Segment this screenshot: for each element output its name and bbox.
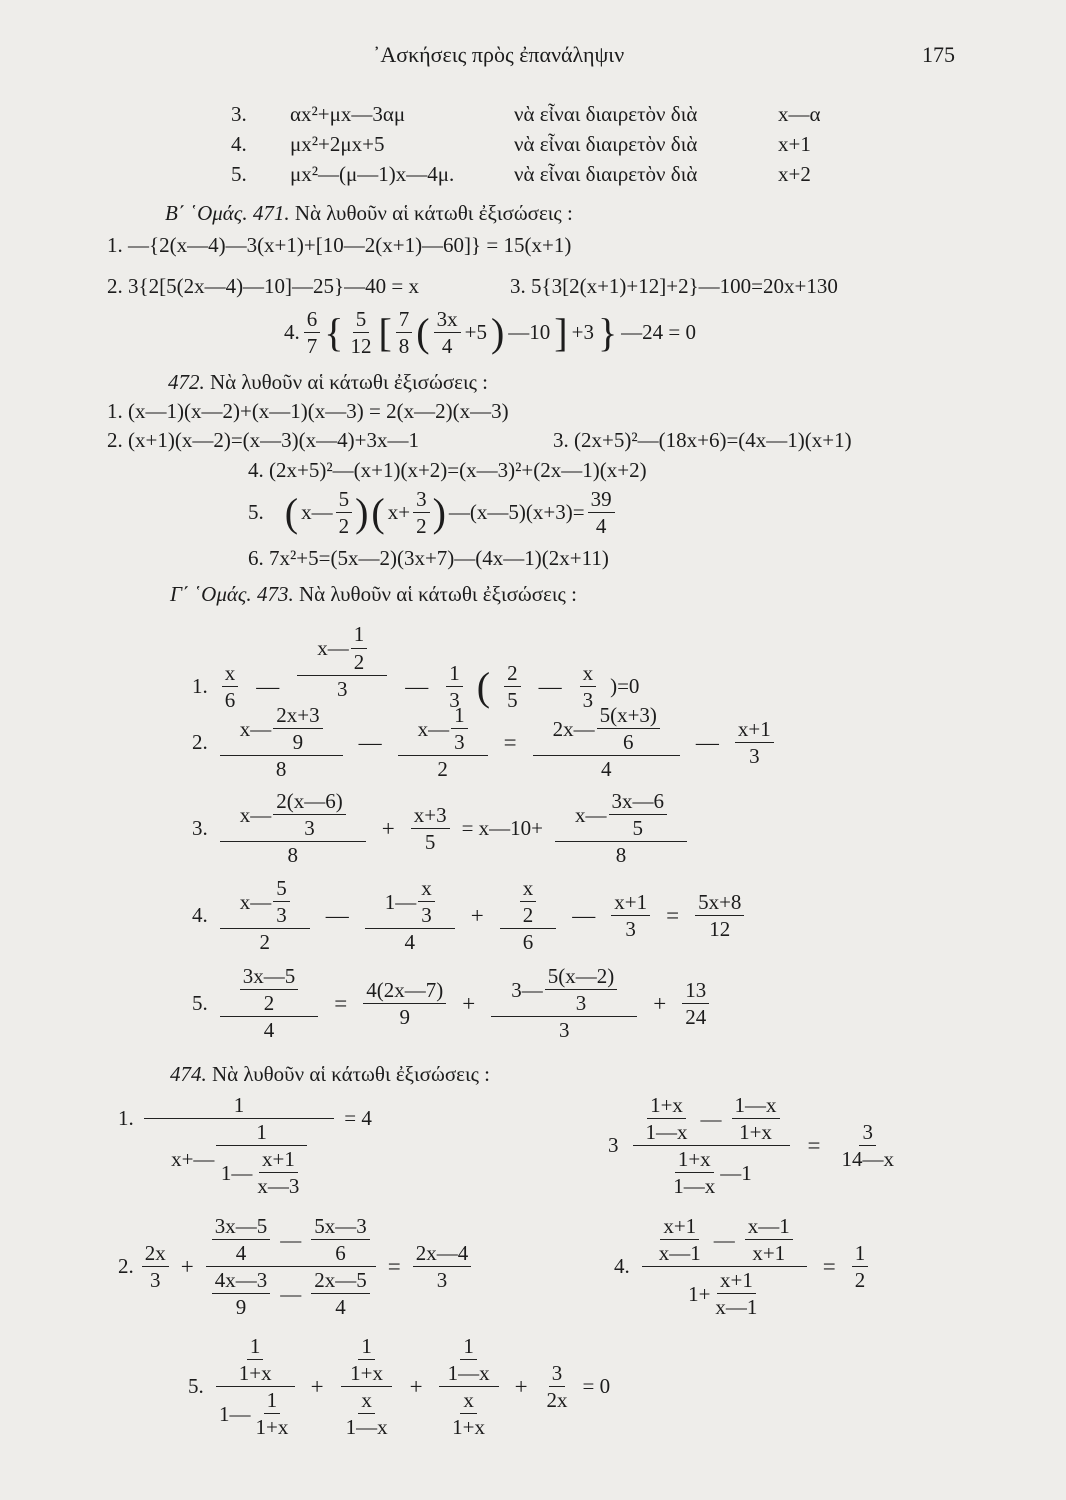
exercise-number-472: 472.	[168, 370, 205, 394]
divisibility-divisor-3: x—α	[778, 102, 821, 126]
equation-number: 4.	[614, 1254, 630, 1279]
divisibility-poly-5: μx²—(μ—1)x—4μ.	[290, 162, 455, 186]
equation-474-2	[118, 1215, 471, 1318]
equation-472-6: 6. 7x²+5=(5x—2)(3x+7)—(4x—1)(2x+11)	[248, 546, 609, 570]
equation-473-4	[192, 877, 744, 953]
equation-number: 4.	[192, 902, 208, 927]
divisibility-divisor-4: x+1	[778, 132, 811, 156]
operator: +	[381, 815, 395, 841]
equation-473-5	[192, 965, 709, 1041]
fraction: x— 2x+3 9 8	[220, 704, 343, 780]
operator: +	[409, 1374, 423, 1400]
fraction: x+1 3	[735, 718, 774, 767]
fraction: $\frac{5x+8}{12}$	[695, 891, 744, 940]
left-bracket: [	[378, 309, 392, 355]
equation-number: 5.	[192, 990, 208, 1015]
right-bracket: ]	[554, 309, 568, 355]
fraction: x— 3x—6 5 8	[555, 790, 687, 866]
fraction: 1+x 1—x — 1—x 1+x 1+x 1—x —1	[633, 1094, 790, 1197]
operator: +	[180, 1254, 194, 1280]
fraction: 1 3	[446, 662, 463, 711]
fraction: $\frac{3}{2}$	[413, 488, 430, 537]
operator: —	[256, 674, 280, 700]
fraction: x 3	[580, 662, 597, 711]
fraction: 3x 4	[434, 308, 461, 357]
fraction: $\frac{x+1}{3}$	[611, 891, 650, 940]
term: x+	[387, 500, 411, 525]
equation-473-3	[192, 790, 687, 866]
equals: =	[666, 902, 680, 928]
term: +5	[464, 320, 487, 345]
group-label-c: Γ΄ ῾Ομάς.	[170, 582, 252, 606]
term: = x—10+	[461, 815, 544, 840]
fraction: 5 12	[350, 307, 372, 359]
fraction: x+1 x—1 — x—1 x+1 1+ $\frac{x+1}{x—1}$	[642, 1215, 807, 1318]
fraction: x— 2(x—6) 3 8	[220, 790, 366, 866]
equation-number: 1.	[192, 674, 208, 699]
exercise-title-472: Νὰ λυθοῦν αἱ κάτωθι ἐξισώσεις :	[210, 370, 489, 394]
equals: =	[334, 990, 348, 1016]
fraction: $\frac{1}{2}$	[852, 1242, 869, 1291]
left-paren: (	[476, 663, 491, 709]
group-label-b: Β΄ ῾Ομάς.	[165, 201, 248, 225]
divisibility-text-5: νὰ εἶναι διαιρετὸν διὰ	[514, 162, 698, 186]
operator: +	[514, 1374, 528, 1400]
operator: —	[538, 674, 562, 700]
exercise-title-471: Νὰ λυθοῦν αἱ κάτωθι ἐξισώσεις :	[294, 201, 573, 225]
term: —(x—5)(x+3)=	[448, 500, 585, 525]
equation-471-3: 3. 5{3[2(x+1)+12]+2}—100=20x+130	[510, 274, 838, 298]
section-heading-473	[170, 584, 577, 605]
term: —10	[508, 320, 551, 345]
equals: =	[503, 729, 517, 755]
term: +3	[571, 320, 594, 345]
divisibility-text-3: νὰ εἶναι διαιρετὸν διὰ	[514, 102, 698, 126]
operator: —	[405, 674, 429, 700]
fraction: 3— 5(x—2) 3 3	[491, 965, 637, 1041]
divisibility-num-3: 3.	[231, 102, 247, 126]
right-brace: }	[597, 309, 618, 355]
exercise-number-474: 474.	[170, 1062, 207, 1086]
fraction: 6 7	[304, 308, 321, 357]
equation-number: 1.	[118, 1106, 134, 1130]
operator: —	[572, 902, 596, 928]
fraction: 7 8	[396, 308, 413, 357]
equals: =	[822, 1254, 836, 1280]
fraction: $\frac{3}{2x}$	[546, 1361, 568, 1413]
fraction: 2x— 5(x+3) 6 4	[533, 704, 680, 780]
fraction: $\frac{39}{4}$	[588, 488, 615, 537]
operator: +	[470, 902, 484, 928]
equation-number: 3	[608, 1133, 619, 1158]
fraction: 1 1—x x 1+x	[439, 1335, 499, 1438]
fraction: $\frac{13}{24}$	[682, 979, 709, 1028]
section-heading-472	[168, 372, 488, 393]
equation-472-4: 4. (2x+5)²—(x+1)(x+2)=(x—3)²+(2x—1)(x+2)	[248, 458, 647, 482]
term: x—	[301, 500, 333, 525]
equation-number: 2.	[118, 1254, 134, 1279]
equation-472-2: 2. (x+1)(x—2)=(x—3)(x—4)+3x—1	[107, 428, 419, 452]
left-brace: {	[324, 309, 344, 355]
fraction: 5 2	[336, 488, 353, 537]
equation-471-2: 2. 3{2[5(2x—4)—10]—25}—40 = x	[107, 274, 419, 298]
operator: —	[358, 729, 382, 755]
right-side: = 4	[344, 1106, 372, 1130]
right-paren: )	[355, 489, 369, 535]
operator: +	[462, 990, 476, 1016]
equation-474-5	[188, 1335, 610, 1438]
divisibility-divisor-5: x+2	[778, 162, 811, 186]
section-heading-471	[165, 203, 573, 224]
equation-number: 2.	[192, 729, 208, 754]
right-paren: )	[490, 309, 505, 355]
equation-474-3	[608, 1094, 897, 1197]
exercise-title-473: Νὰ λυθοῦν αἱ κάτωθι ἐξισώσεις :	[298, 582, 577, 606]
fraction: x— 5 3 2	[220, 877, 310, 953]
fraction: 1 1+x 1— 1 1+x	[216, 1335, 295, 1438]
divisibility-poly-3: αx²+μx—3αμ	[290, 102, 406, 126]
equation-471-4	[284, 308, 696, 357]
fraction: $\frac{2x—4}{3}$	[413, 1242, 472, 1291]
equation-number: 5.	[248, 500, 264, 525]
fraction: $\frac{4(2x—7)}{9}$	[363, 979, 446, 1028]
equation-474-4	[614, 1215, 868, 1318]
running-title: ᾽Ασκήσεις πρὸς ἐπανάληψιν	[373, 42, 625, 67]
term: —24 = 0	[621, 320, 696, 345]
equation-473-1	[192, 612, 639, 711]
fraction: $\frac{x+3}{5}$	[411, 804, 450, 853]
fraction: 2x 3	[142, 1242, 169, 1291]
divisibility-text-4: νὰ εἶναι διαιρετὸν διὰ	[514, 132, 698, 156]
exercise-number-471: 471.	[252, 201, 290, 225]
left-paren: (	[371, 489, 385, 535]
equation-474-1	[118, 1094, 372, 1197]
fraction: 3x—5 2 4	[220, 965, 319, 1041]
fraction: 2 5	[504, 662, 521, 711]
page-number: 175	[922, 42, 955, 67]
equation-473-2	[192, 704, 774, 780]
equation-472-5	[248, 488, 615, 537]
fraction: 1— x 3 4	[365, 877, 455, 953]
equation-472-1: 1. (x—1)(x—2)+(x—1)(x—3) = 2(x—2)(x—3)	[107, 399, 509, 423]
divisibility-num-4: 4.	[231, 132, 247, 156]
equation-number: 3.	[192, 815, 208, 840]
divisibility-poly-4: μx²+2μx+5	[290, 132, 385, 156]
fraction: 1 1+x x 1—x	[340, 1335, 394, 1438]
fraction: x— 1 2 3	[297, 623, 387, 699]
equals: =	[807, 1133, 821, 1159]
fraction: x 6	[222, 662, 239, 711]
equation-number: 5.	[188, 1374, 204, 1399]
operator: —	[695, 729, 719, 755]
fraction: 3x—5 4 — 5x—3 6 4x—3 9 — 2x—5 4	[206, 1215, 376, 1318]
exercise-title-474: Νὰ λυθοῦν αἱ κάτωθι ἐξισώσεις :	[212, 1062, 491, 1086]
equation-number: 4.	[284, 320, 300, 345]
operator: +	[310, 1374, 324, 1400]
equals: =	[387, 1254, 401, 1280]
operator: +	[653, 990, 667, 1016]
right-paren: )	[432, 489, 446, 535]
section-heading-474	[170, 1064, 490, 1085]
right-side: )=0	[610, 674, 640, 699]
divisibility-num-5: 5.	[231, 162, 247, 186]
equation-471-1: 1. —{2(x—4)—3(x+1)+[10—2(x+1)—60]} = 15(x+1)	[107, 233, 572, 257]
fraction: $\frac{3}{14—x}$	[841, 1120, 894, 1172]
left-paren: (	[416, 309, 430, 355]
fraction: 1 x+— 1 1— x+1 x—3	[144, 1094, 335, 1197]
left-paren: (	[284, 489, 299, 535]
equation-472-3: 3. (2x+5)²—(18x+6)=(4x—1)(x+1)	[553, 428, 852, 452]
operator: —	[325, 902, 349, 928]
right-side: = 0	[582, 1374, 611, 1399]
fraction: x— 1 3 2	[398, 704, 488, 780]
fraction: x 2 6	[500, 877, 557, 953]
exercise-number-473: 473.	[256, 582, 294, 606]
